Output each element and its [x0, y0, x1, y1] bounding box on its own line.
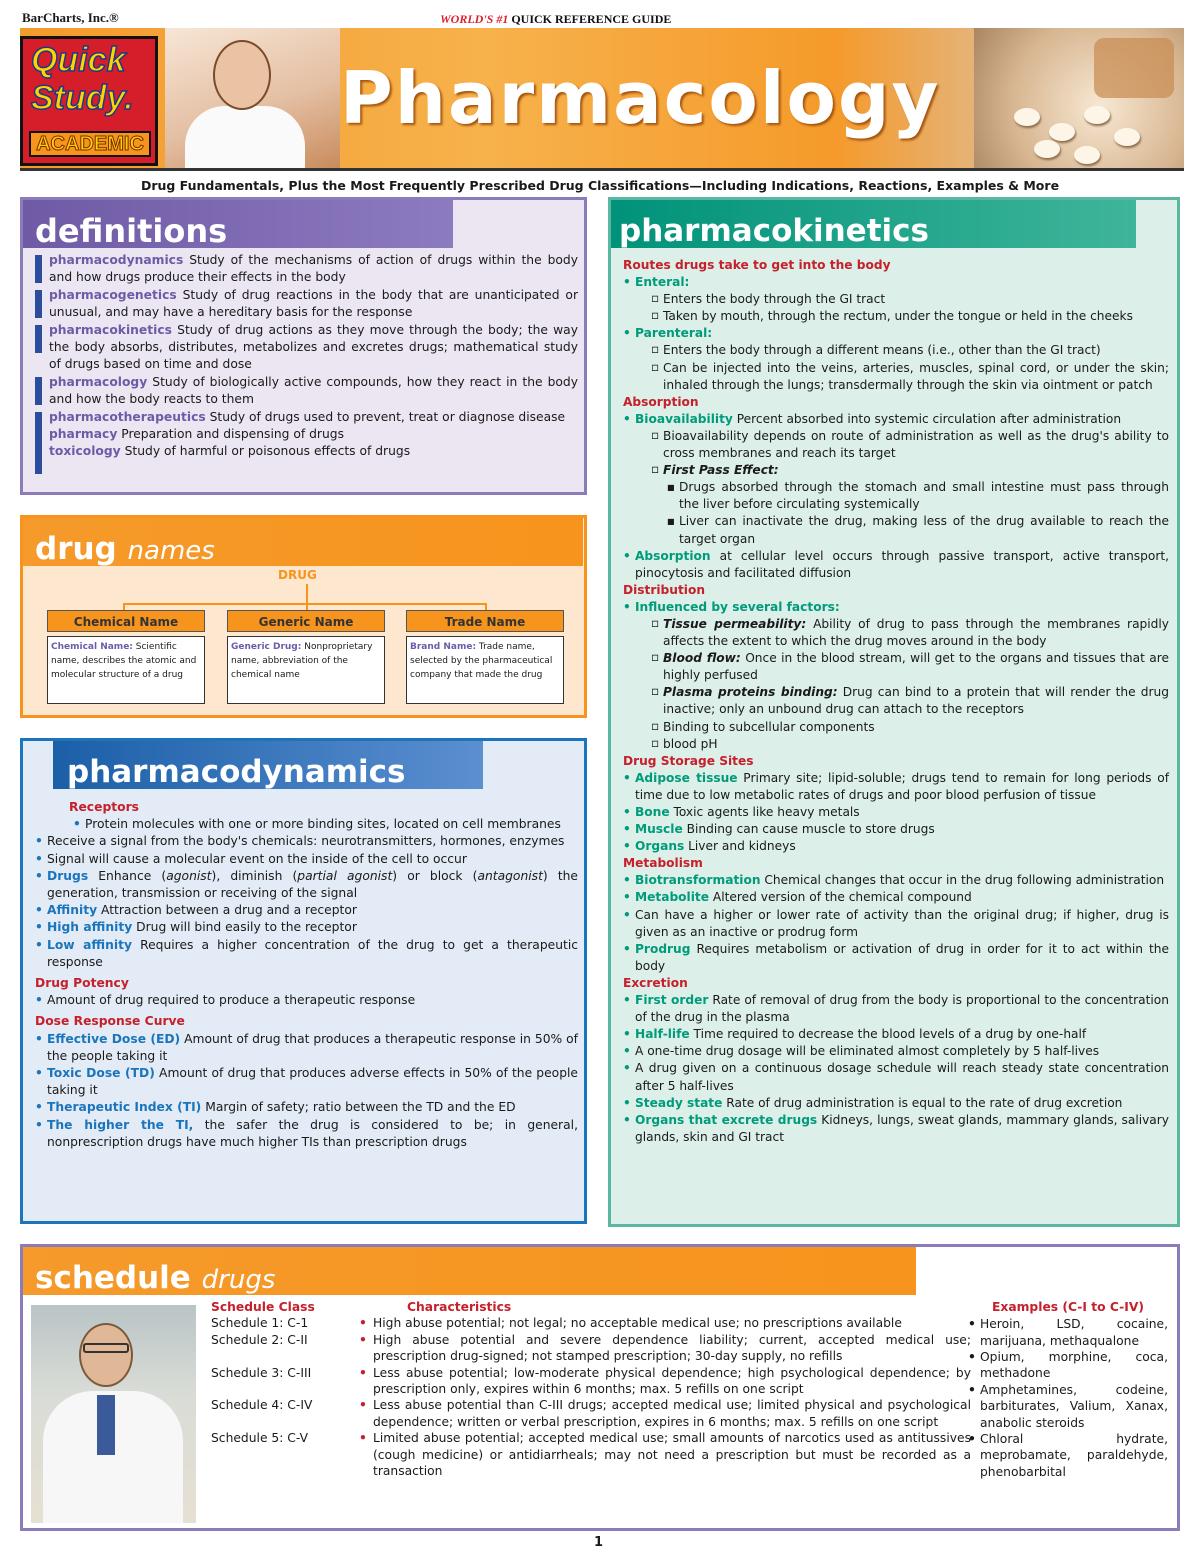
metabolism-heading: Metabolism	[623, 856, 703, 871]
list-item: • The higher the TI, the safer the drug is considered to be; in general, nonprescription drugs have much higher TIs than prescription drugs	[35, 1117, 578, 1151]
list-item: • Chloral hydrate, meprobamate, paraldehyde, phenobarbital	[968, 1431, 1168, 1480]
list-item: ▫ First Pass Effect:	[651, 462, 1169, 479]
list-item: • Receive a signal from the body's chemicals: neurotransmitters, hormones, enzymes	[35, 833, 578, 850]
list-item: ▫ Binding to subcellular components	[651, 719, 1169, 736]
list-item: ▫ Taken by mouth, through the rectum, under the tongue or held in the cheeks	[651, 308, 1169, 325]
list-item: • Enteral:	[623, 274, 1169, 291]
col-class-header: Schedule Class	[211, 1300, 315, 1314]
list-item: ▫ Bioavailability depends on route of administration as well as the drug's ability to cross membranes and reach its target	[651, 428, 1169, 462]
list-item: • Therapeutic Index (TI) Margin of safety; ratio between the TD and the ED	[35, 1099, 578, 1116]
schedule-heading: schedule drugs	[23, 1247, 916, 1295]
list-item: • Protein molecules with one or more binding sites, located on cell membranes	[73, 816, 578, 833]
list-item: • Can have a higher or lower rate of activity than the original drug; if higher, drug is given as an inactive or prodrug form	[623, 907, 1169, 941]
quick-study-logo	[20, 36, 158, 166]
table-row: Schedule 3: C-III • Less abuse potential; low-moderate physical dependence; high psychological dependence; by prescription only, expires within 6 months; max. 5 refills on one script	[211, 1365, 971, 1397]
list-item: ■ Drugs absorbed through the stomach and small intestine must pass through the liver before circulating systemically	[667, 479, 1169, 513]
dose-heading: Dose Response Curve	[35, 1014, 185, 1029]
list-item: • High affinity Drug will bind easily to the receptor	[35, 919, 578, 936]
page-number: 1	[594, 1535, 604, 1550]
list-item: ■ Liver can inactivate the drug, making less of the drug available to reach the target organ	[667, 513, 1169, 547]
table-row: Schedule 4: C-IV • Less abuse potential than C-III drugs; accepted medical use; limited physical and psychological dependence; written or verbal prescription, expires in 6 months; max. 5 refills on one script	[211, 1398, 971, 1429]
chemical-name-box: Chemical Name: Scientific name, describes the atomic and molecular structure of a drug	[47, 636, 205, 704]
schedule-drugs-panel	[20, 1244, 1180, 1531]
chemical-name-header: Chemical Name	[47, 610, 205, 632]
distribution-heading: Distribution	[623, 582, 706, 597]
drug-names-heading: drug names	[23, 518, 583, 566]
logo-line1: Quick	[31, 41, 126, 79]
storage-heading: Drug Storage Sites	[623, 753, 754, 768]
tagline-red: WORLD'S #1	[440, 12, 509, 26]
list-item: • Affinity Attraction between a drug and a receptor	[35, 902, 578, 919]
list-item: • First order Rate of removal of drug from the body is proportional to the concentration of the drug in the plasma	[623, 992, 1169, 1026]
list-item: • Drugs Enhance (agonist), diminish (partial agonist) or block (antagonist) the generation, transmission or receiving of the signal	[35, 868, 578, 902]
list-item: • Low affinity Requires a higher concentration of the drug to get a therapeutic response	[35, 937, 578, 971]
page-subtitle: Drug Fundamentals, Plus the Most Frequently Prescribed Drug Classifications—Including Indications, Reactions, Examples & More	[140, 178, 1060, 193]
list-item: ▫ Plasma proteins binding: Drug can bind to a protein that will render the drug inactive; only an unbound drug can attach to the receptors	[651, 684, 1169, 718]
list-item: • Signal will cause a molecular event on the inside of the cell to occur	[35, 851, 578, 868]
list-item: • Muscle Binding can cause muscle to store drugs	[623, 821, 1169, 838]
header-banner	[20, 28, 1184, 171]
list-item: • Adipose tissue Primary site; lipid-soluble; drugs tend to remain for long periods of time due to low metabolic rates of drugs and poor blood perfusion of tissue	[623, 770, 1169, 804]
pharmacodynamics-heading: pharmacodynamics	[53, 741, 483, 789]
list-item: • Absorption at cellular level occurs through passive transport, active transport, pinocytosis and facilitated diffusion	[623, 548, 1169, 582]
list-item: • Parenteral:	[623, 325, 1169, 342]
list-item: ▫ blood pH	[651, 736, 1169, 753]
generic-name-header: Generic Name	[227, 610, 385, 632]
drug-root-label: DRUG	[278, 568, 317, 582]
pills-photo	[974, 28, 1184, 171]
def-item: pharmacotherapeutics Study of drugs used to prevent, treat or diagnose disease	[35, 409, 578, 426]
tagline	[440, 12, 671, 27]
list-item: • Amphetamines, codeine, barbiturates, Valium, Xanax, anabolic steroids	[968, 1382, 1168, 1431]
def-item: pharmacokinetics Study of drug actions as they move through the body; the way the body absorbs, distributes, metabolizes and excretes drugs; mathematical study of drugs based on time and dose	[35, 322, 578, 374]
table-row: Schedule 2: C-II • High abuse potential and severe dependence liability; current, accepted medical use; prescription drug-signed; not stamped prescription; 30-day supply, no refills	[211, 1332, 971, 1364]
list-item: ▫ Blood flow: Once in the blood stream, will get to the organs and tissues that are highly perfused	[651, 650, 1169, 684]
logo-academic: ACADEMIC	[29, 131, 151, 157]
list-item: • A one-time drug dosage will be eliminated almost completely by 5 half-lives	[623, 1043, 1169, 1060]
list-item: ▫ Enters the body through a different means (i.e., other than the GI tract)	[651, 342, 1169, 359]
list-item: • Biotransformation Chemical changes that occur in the drug following administration	[623, 872, 1169, 889]
logo-line2: Study.	[31, 79, 134, 117]
col-examples-header: Examples (C-I to C-IV)	[991, 1300, 1145, 1314]
list-item: • Bone Toxic agents like heavy metals	[623, 804, 1169, 821]
table-row: Schedule 1: C-1 • High abuse potential; not legal; no acceptable medical use; no prescriptions available	[211, 1316, 902, 1331]
list-item: • Bioavailability Percent absorbed into systemic circulation after administration	[623, 411, 1169, 428]
list-item: • Amount of drug required to produce a therapeutic response	[35, 992, 578, 1009]
table-row: Schedule 5: C-V • Limited abuse potential; accepted medical use; small amounts of narcotics used as antitussives (cough medicine) or antidiarrheals; may not need a prescription but must be recorded as a transaction	[211, 1431, 971, 1479]
list-item: ▫ Tissue permeability: Ability of drug to pass through the membranes rapidly affects the extent to which the drug moves around in the body	[651, 616, 1169, 650]
def-item: pharmacogenetics Study of drug reactions in the body that are unanticipated or unusual, and may have a hereditary basis for the response	[35, 287, 578, 322]
list-item: • A drug given on a continuous dosage schedule will reach steady state concentration after 5 half-lives	[623, 1060, 1169, 1094]
drug-names-panel	[20, 515, 587, 718]
list-item: • Toxic Dose (TD) Amount of drug that produces adverse effects in 50% of the people taking it	[35, 1065, 578, 1099]
receptors-heading: Receptors	[69, 800, 139, 814]
list-item: • Half-life Time required to decrease the blood levels of a drug by one-half	[623, 1026, 1169, 1043]
list-item: • Organs that excrete drugs Kidneys, lungs, sweat glands, mammary glands, salivary glands, skin and GI tract	[623, 1112, 1169, 1146]
generic-name-box: Generic Drug: Nonproprietary name, abbreviation of the chemical name	[227, 636, 385, 704]
pharmacist-photo	[31, 1305, 196, 1523]
definitions-heading: definitions	[23, 200, 453, 248]
absorption-heading: Absorption	[623, 394, 699, 409]
def-item: toxicology Study of harmful or poisonous effects of drugs	[35, 443, 578, 460]
list-item: • Organs Liver and kidneys	[623, 838, 1169, 855]
excretion-heading: Excretion	[623, 975, 688, 990]
list-item: • Effective Dose (ED) Amount of drug that produces a therapeutic response in 50% of the people taking it	[35, 1031, 578, 1065]
trade-name-box: Brand Name: Trade name, selected by the pharmaceutical company that made the drug	[406, 636, 564, 704]
list-item: • Prodrug Requires metabolism or activation of drug in order for it to act within the body	[623, 941, 1169, 975]
routes-heading: Routes drugs take to get into the body	[623, 258, 891, 272]
pharmacokinetics-panel	[608, 197, 1180, 1227]
pharmacokinetics-heading: pharmacokinetics	[611, 200, 1136, 248]
def-item: pharmacodynamics Study of the mechanisms of action of drugs within the body and how drugs produce their effects in the body	[35, 252, 578, 287]
list-item: • Heroin, LSD, cocaine, marijuana, methaqualone	[968, 1316, 1168, 1349]
list-item: • Influenced by several factors:	[623, 599, 1169, 616]
list-item: • Opium, morphine, coca, methadone	[968, 1349, 1168, 1382]
definitions-panel	[20, 197, 587, 495]
pharmacodynamics-panel	[20, 738, 587, 1224]
list-item: • Steady state Rate of drug administration is equal to the rate of drug excretion	[623, 1095, 1169, 1112]
potency-heading: Drug Potency	[35, 976, 129, 991]
doctor-photo	[165, 28, 340, 171]
def-item: pharmacy Preparation and dispensing of drugs	[35, 426, 578, 443]
page-title: Pharmacology	[340, 56, 941, 140]
trade-name-header: Trade Name	[406, 610, 564, 632]
col-char-header: Characteristics	[407, 1300, 512, 1314]
def-item: pharmacology Study of biologically active compounds, how they react in the body and how the body reacts to them	[35, 374, 578, 409]
list-item: ▫ Enters the body through the GI tract	[651, 291, 1169, 308]
list-item: ▫ Can be injected into the veins, arteries, muscles, spinal cord, or under the skin; inhaled through the lungs; transdermally through the skin via ointment or patch	[651, 360, 1169, 394]
tagline-black: QUICK REFERENCE GUIDE	[511, 12, 672, 26]
publisher: BarCharts, Inc.®	[22, 10, 119, 25]
list-item: • Metabolite Altered version of the chemical compound	[623, 889, 1169, 906]
